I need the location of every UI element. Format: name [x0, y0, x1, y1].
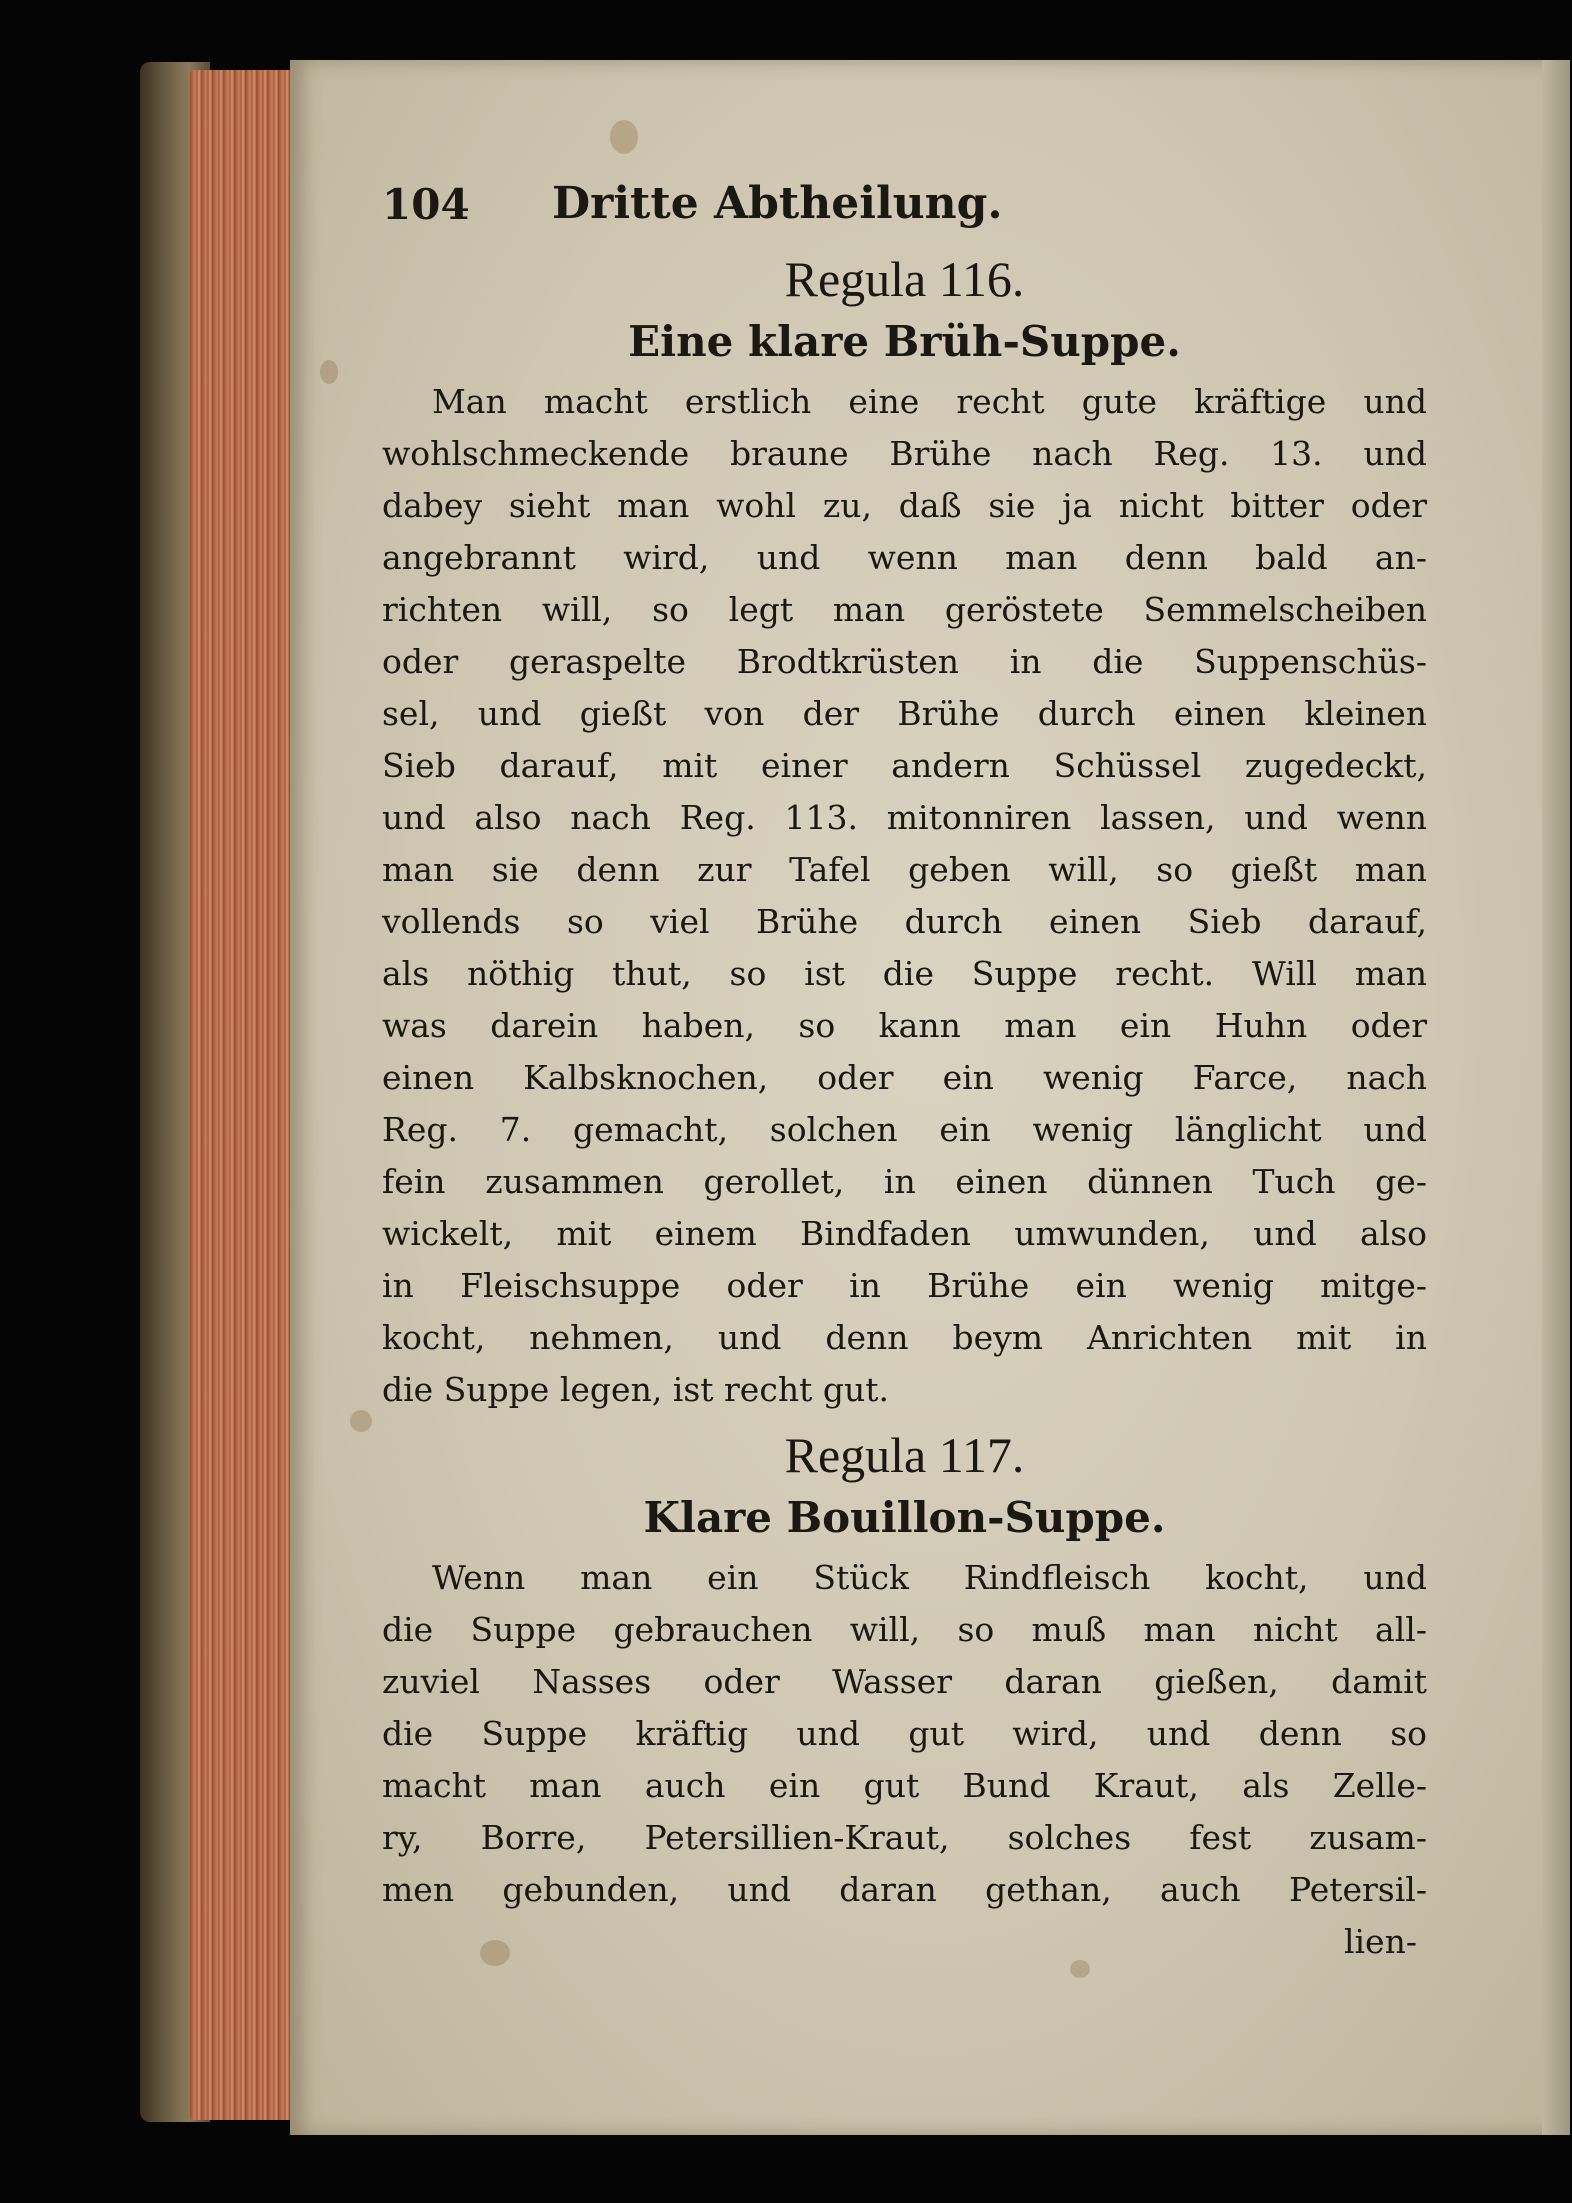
recipe-section [382, 246, 1427, 1416]
text-line: und also nach Reg. 113. mitonniren lassen, und wenn [382, 798, 1427, 837]
text-line: die Suppe legen, ist recht gut. [382, 1370, 889, 1409]
text-line: dabey sieht man wohl zu, daß sie ja nicht bitter oder [382, 486, 1427, 525]
text-line: vollends so viel Brühe durch einen Sieb darauf, [382, 902, 1427, 941]
page-header [382, 170, 1427, 240]
recipe-title: Eine klare Brüh-Suppe. [628, 317, 1181, 366]
recipe-title: Klare Bouillon-Suppe. [643, 1493, 1166, 1542]
text-line: angebrannt wird, und wenn man denn bald an- [382, 538, 1427, 577]
text-line: Man macht erstlich eine recht gute kräftige und [432, 382, 1427, 421]
text-line: oder geraspelte Brodtkrüsten in die Suppenschüs- [382, 642, 1427, 681]
text-line: in Fleischsuppe oder in Brühe ein wenig mitge- [382, 1266, 1427, 1305]
page-number: 104 [382, 180, 470, 229]
catchword: lien- [1343, 1922, 1417, 1961]
foxing-spot [320, 360, 338, 384]
rule-heading: Regula 116. [784, 251, 1025, 307]
text-line: man sie denn zur Tafel geben will, so gießt man [382, 850, 1427, 889]
text-line: fein zusammen gerollet, in einen dünnen Tuch ge- [382, 1162, 1427, 1201]
text-line: die Suppe gebrauchen will, so muß man nicht all- [382, 1610, 1427, 1649]
text-line: als nöthig thut, so ist die Suppe recht. Will man [382, 954, 1427, 993]
text-line: richten will, so legt man geröstete Semmelscheiben [382, 590, 1427, 629]
text-line: Wenn man ein Stück Rindfleisch kocht, und [432, 1558, 1427, 1597]
text-line: ry, Borre, Petersillien-Kraut, solches fest zusam- [382, 1818, 1427, 1857]
rule-heading: Regula 117. [784, 1427, 1025, 1483]
text-line: wohlschmeckende braune Brühe nach Reg. 13. und [382, 434, 1427, 473]
page-text [382, 170, 1427, 1968]
text-line: sel, und gießt von der Brühe durch einen kleinen [382, 694, 1427, 733]
text-line: zuviel Nasses oder Wasser daran gießen, damit [382, 1662, 1427, 1701]
page-gutter [1542, 60, 1570, 2135]
foxing-spot [610, 120, 638, 154]
text-line: einen Kalbsknochen, oder ein wenig Farce, nach [382, 1058, 1427, 1097]
text-line: men gebunden, und daran gethan, auch Petersil- [382, 1870, 1427, 1909]
text-line: Sieb darauf, mit einer andern Schüssel zugedeckt, [382, 746, 1427, 785]
text-line: wickelt, mit einem Bindfaden umwunden, und also [382, 1214, 1427, 1253]
text-line: macht man auch ein gut Bund Kraut, als Zelle- [382, 1766, 1427, 1805]
text-line: kocht, nehmen, und denn beym Anrichten mit in [382, 1318, 1427, 1357]
foxing-spot [350, 1410, 372, 1432]
recipe-section [382, 1422, 1427, 1916]
text-line: Reg. 7. gemacht, solchen ein wenig länglicht und [382, 1110, 1427, 1149]
text-line: die Suppe kräftig und gut wird, und denn so [382, 1714, 1427, 1753]
running-head: Dritte Abtheilung. [552, 178, 1003, 229]
text-line: was darein haben, so kann man ein Huhn oder [382, 1006, 1427, 1045]
